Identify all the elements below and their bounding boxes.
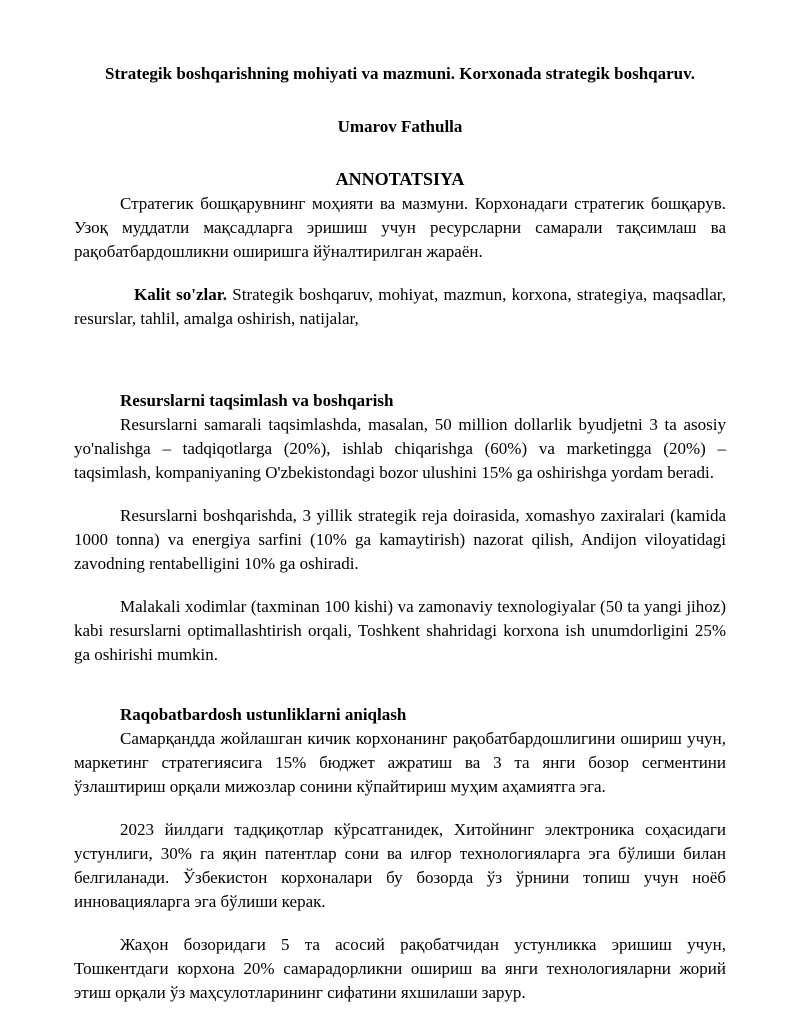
keywords-text: Strategik boshqaruv, mohiyat, mazmun, korxona, strategiya, maqsadlar, resurslar, tahlil, amalga oshirish, natijalar, — [74, 285, 726, 328]
section-resources-paragraph-1: Resurslarni samarali taqsimlashda, masalan, 50 million dollarlik byudjetni 3 ta asosiy yo'nalishga – tadqiqotlarga (20%), ishlab chiqarishga (60%) va marketingga (20%) – taqsimlash, kompaniyaning O'zbekistondagi bozor ulushini 15% ga oshirishga yordam beradi. — [74, 415, 726, 482]
keywords-paragraph — [74, 283, 726, 331]
annotation-heading: ANNOTATSIYA — [335, 169, 465, 189]
document-title: Strategik boshqarishning mohiyati va mazmuni. Korxonada strategik boshqaruv. — [105, 64, 695, 83]
section-resources-paragraph-3: Malakali xodimlar (taxminan 100 kishi) va zamonaviy texnologiyalar (50 ta yangi jihoz) kabi resurslarni optimallashtirish orqali, Toshkent shahridagi korxona ish unumdorligini 25% ga oshirishi mumkin. — [74, 597, 726, 664]
section-competitiveness-paragraph-2: 2023 йилдаги тадқиқотлар кўрсатганидек, Хитойнинг электроника соҳасидаги устунлиги, 30% га яқин патентлар сони ва илғор технологияларга эга бўлиши билан белгиланади. Ўзбекистон корхоналари бу бозорда ўз ўрнини топиш учун ноёб инновацияларга эга бўлиши керак. — [74, 820, 726, 911]
section-heading-competitiveness: Raqobatbardosh ustunliklarni aniqlash — [120, 705, 407, 724]
section-resources-paragraph-2: Resurslarni boshqarishda, 3 yillik strategik reja doirasida, xomashyo zaxiralari (kamida 1000 tonna) va energiya sarfini (10% ga kamaytirish) nazorat qilish, Andijon viloyatidagi zavodning rentabelligini 10% ga oshiradi. — [74, 506, 726, 573]
annotation-text: Стратегик бошқарувнинг моҳияти ва мазмуни. Корхонадаги стратегик бошқарув. Узоқ муддатли мақсадларга эришиш учун ресурсларни самарали тақсимлаш ва рақобатбардошликни оширишга йўналтирилган жараён. — [74, 194, 726, 261]
section-competitiveness-paragraph-3: Жаҳон бозоридаги 5 та асосий рақобатчидан устунликка эришиш учун, Тошкентдаги корхона 20% самарадорликни ошириш ва янги технологияларни жорий этиш орқали ўз маҳсулотларининг сифатини яхшилаши зарур. — [74, 935, 726, 1002]
section-heading-resources: Resurslarni taqsimlash va boshqarish — [120, 391, 394, 410]
section-competitiveness-paragraph-1: Самарқандда жойлашган кичик корхонанинг рақобатбардошлигини ошириш учун, маркетинг стратегиясига 15% бюджет ажратиш ва 3 та янги бозор сегментини ўзлаштириш орқали мижозлар сонини кўпайтириш муҳим аҳамиятга эга. — [74, 729, 726, 796]
document-page — [74, 62, 726, 1005]
keywords-label: Kalit so'zlar. — [134, 285, 227, 304]
author-name: Umarov Fathulla — [337, 117, 463, 136]
